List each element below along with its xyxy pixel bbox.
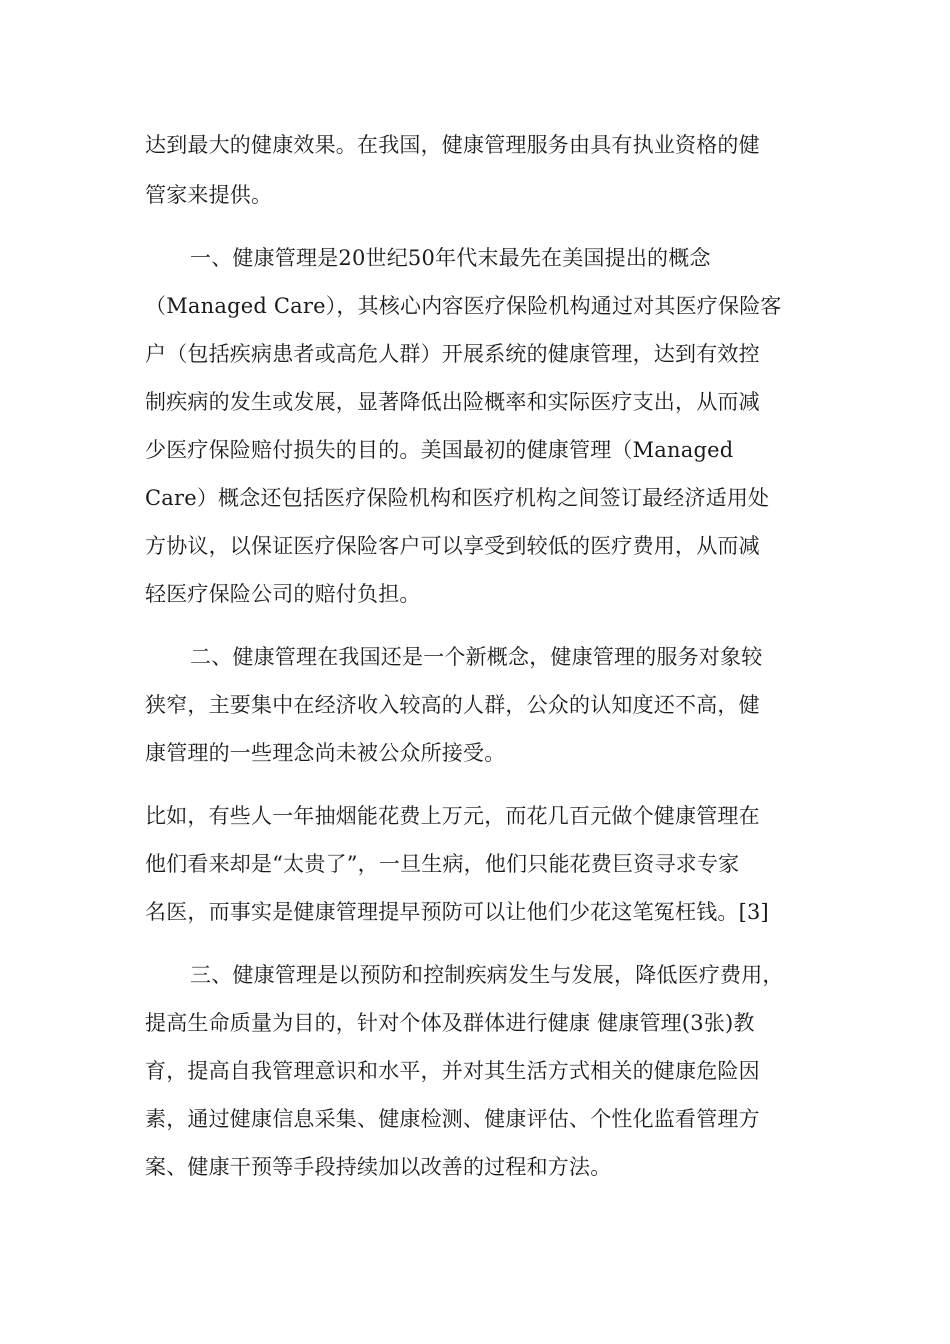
text-line: 比如，有些人一年抽烟能花费上万元，而花几百元做个健康管理在 <box>145 804 760 828</box>
text-line: 达到最大的健康效果。在我国，健康管理服务由具有执业资格的健 <box>145 133 760 157</box>
text-line: （Managed Care），其核心内容医疗保险机构通过对其医疗保险客 <box>145 294 782 318</box>
text-line: 制疾病的发生或发展，显著降低出险概率和实际医疗支出，从而减 <box>145 390 760 414</box>
text-line: 三、健康管理是以预防和控制疾病发生与发展，降低医疗费用， <box>190 963 784 987</box>
text-line: 二、健康管理在我国还是一个新概念，健康管理的服务对象较 <box>190 645 763 669</box>
text-line: 案、健康干预等手段持续加以改善的过程和方法。 <box>145 1155 612 1179</box>
text-line: 他们看来却是“太贵了”，一旦生病，他们只能花费巨资寻求专家 <box>145 852 740 876</box>
text-line: 提高生命质量为目的，针对个体及群体进行健康 健康管理(3张)教 <box>145 1011 755 1035</box>
text-line: 狭窄，主要集中在经济收入较高的人群，公众的认知度还不高，健 <box>145 693 760 717</box>
text-line: 管家来提供。 <box>145 183 273 207</box>
text-line: 少医疗保险赔付损失的目的。美国最初的健康管理（Managed <box>145 438 734 462</box>
text-line: 一、健康管理是20世纪50年代末最先在美国提出的概念 <box>190 246 711 270</box>
text-line: 户（包括疾病患者或高危人群）开展系统的健康管理，达到有效控 <box>145 342 760 366</box>
text-line: Care）概念还包括医疗保险机构和医疗机构之间签订最经济适用处 <box>145 486 770 510</box>
text-line: 方协议，以保证医疗保险客户可以享受到较低的医疗费用，从而减 <box>145 534 760 558</box>
text-line: 康管理的一些理念尚未被公众所接受。 <box>145 741 506 765</box>
text-line: 轻医疗保险公司的赔付负担。 <box>145 582 421 606</box>
text-line: 素，通过健康信息采集、健康检测、健康评估、个性化监看管理方 <box>145 1107 760 1131</box>
text-line: 育，提高自我管理意识和水平，并对其生活方式相关的健康危险因 <box>145 1059 760 1083</box>
text-line: 名医，而事实是健康管理提早预防可以让他们少花这笔冤枉钱。[3] <box>145 900 769 924</box>
